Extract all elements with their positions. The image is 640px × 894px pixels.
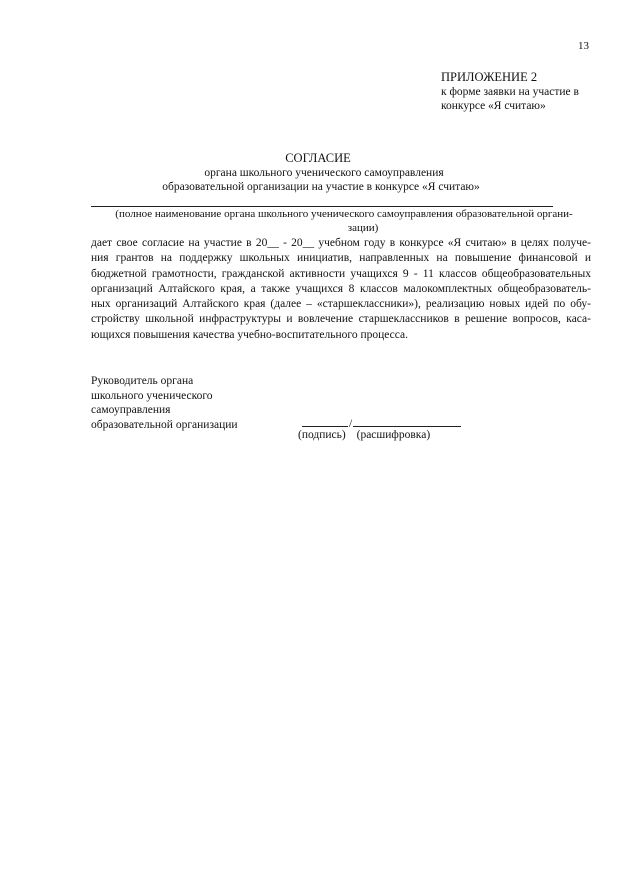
heading-line-2: образовательной организации на участие в конкурсе «Я считаю» — [162, 181, 480, 193]
appendix-line-2: конкурсе «Я считаю» — [441, 100, 546, 112]
signer-title — [91, 374, 238, 432]
signature-separator: / — [349, 418, 353, 430]
paragraph-line: ния грантов на поддержку школьных инициатив, направленных на повышение финансовой и — [91, 252, 591, 265]
document-heading — [0, 151, 640, 195]
paragraph-line: организаций Алтайского края, а также учащихся 8 классов малокомплектных общеобразователь- — [91, 282, 591, 295]
name-decode-blank — [353, 414, 461, 427]
signature-label: (подпись) — [298, 429, 346, 441]
signature-blank — [302, 414, 348, 427]
signer-line-3: самоуправления — [91, 404, 171, 416]
appendix-line-1: к форме заявки на участие в — [441, 85, 579, 98]
signature-fields — [302, 414, 461, 430]
signer-line-1: Руководитель органа — [91, 375, 194, 387]
page-number: 13 — [578, 40, 589, 52]
heading-line-1: органа школьного ученического самоуправления — [204, 166, 444, 179]
caption-line-2: зации) — [347, 222, 379, 234]
signer-line-2: школьного ученического — [91, 389, 213, 402]
paragraph-line: ных организаций Алтайского края (далее – «старшеклассники»), реализацию новых идей по обу- — [91, 298, 591, 311]
signer-line-4: образовательной организации — [91, 418, 238, 431]
appendix-block — [441, 70, 579, 114]
heading-title: СОГЛАСИЕ — [285, 151, 351, 165]
appendix-title: ПРИЛОЖЕНИЕ 2 — [441, 70, 538, 84]
paragraph-line: дает свое согласие на участие в 20__ - 20__ учебном году в конкурсе «Я считаю» в целях получе- — [91, 237, 591, 249]
decode-label: (расшифровка) — [356, 429, 431, 441]
paragraph-line: ющихся повышения качества учебно-воспитательного процесса. — [91, 328, 408, 341]
paragraph-line: бюджетной грамотности, гражданской активности учащихся 9 - 11 классов общеобразовательных — [91, 267, 591, 280]
caption-line-1: (полное наименование органа школьного ученического самоуправления образовательной органи- — [115, 208, 573, 220]
organization-name-caption — [91, 207, 591, 235]
consent-paragraph — [91, 236, 591, 343]
paragraph-line: стройству школьной инфраструктуры и вовлечение старшеклассников в решение вопросов, каса- — [91, 313, 591, 326]
signature-captions — [298, 429, 430, 441]
